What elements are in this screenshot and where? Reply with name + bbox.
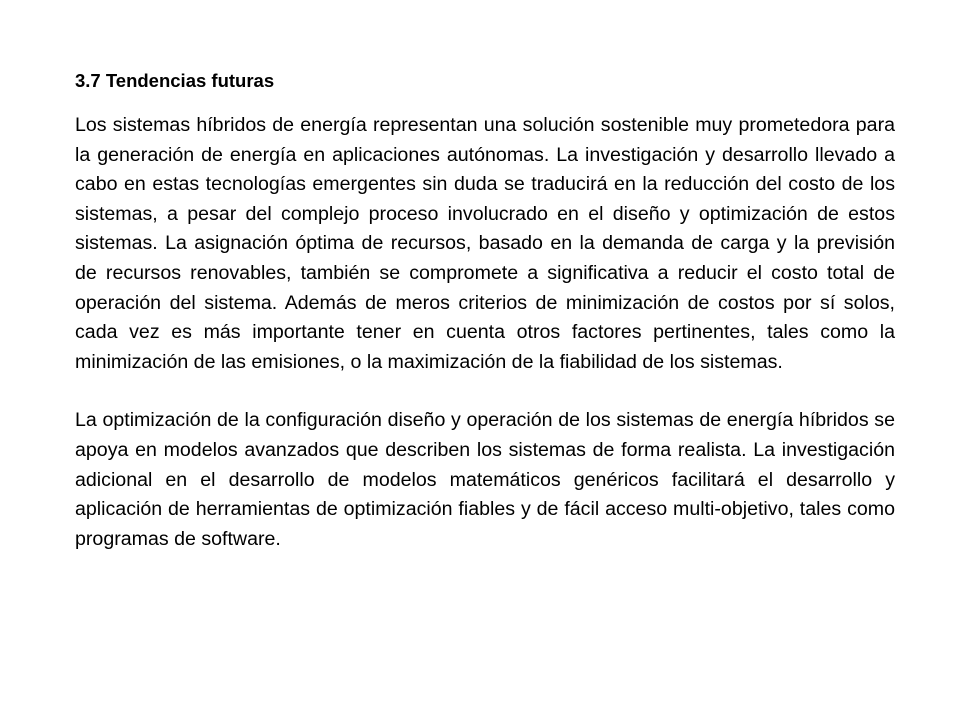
paragraph-hybrid-systems: Los sistemas híbridos de energía representan una solución sostenible muy prometedora para la generación de energía en aplicaciones autónomas. La investigación y desarrollo llevado a cabo en estas tecnologías emergentes sin duda se traducirá en la reducción del costo de los sistemas, a pesar del complejo proceso involucrado en el diseño y optimización de estos sistemas. La asignación óptima de recursos, basado en la demanda de carga y la previsión de recursos renovables, también se compromete a significativa a reducir el costo total de operación del sistema. Además de meros criterios de minimización de costos por sí solos, cada vez es más importante tener en cuenta otros factores pertinentes, tales como la minimización de las emisiones, o la maximización de la fiabilidad de los sistemas.	[75, 114, 895, 373]
paragraph-optimization-models: La optimización de la configuración diseño y operación de los sistemas de energía híbridos se apoya en modelos avanzados que describen los sistemas de forma realista. La investigación adicional en el desarrollo de modelos matemáticos genéricos facilitará el desarrollo y aplicación de herramientas de optimización fiables y de fácil acceso multi-objetivo, tales como programas de software.	[75, 409, 895, 550]
text-body	[75, 67, 895, 554]
section-title: 3.7 Tendencias futuras	[75, 70, 275, 91]
